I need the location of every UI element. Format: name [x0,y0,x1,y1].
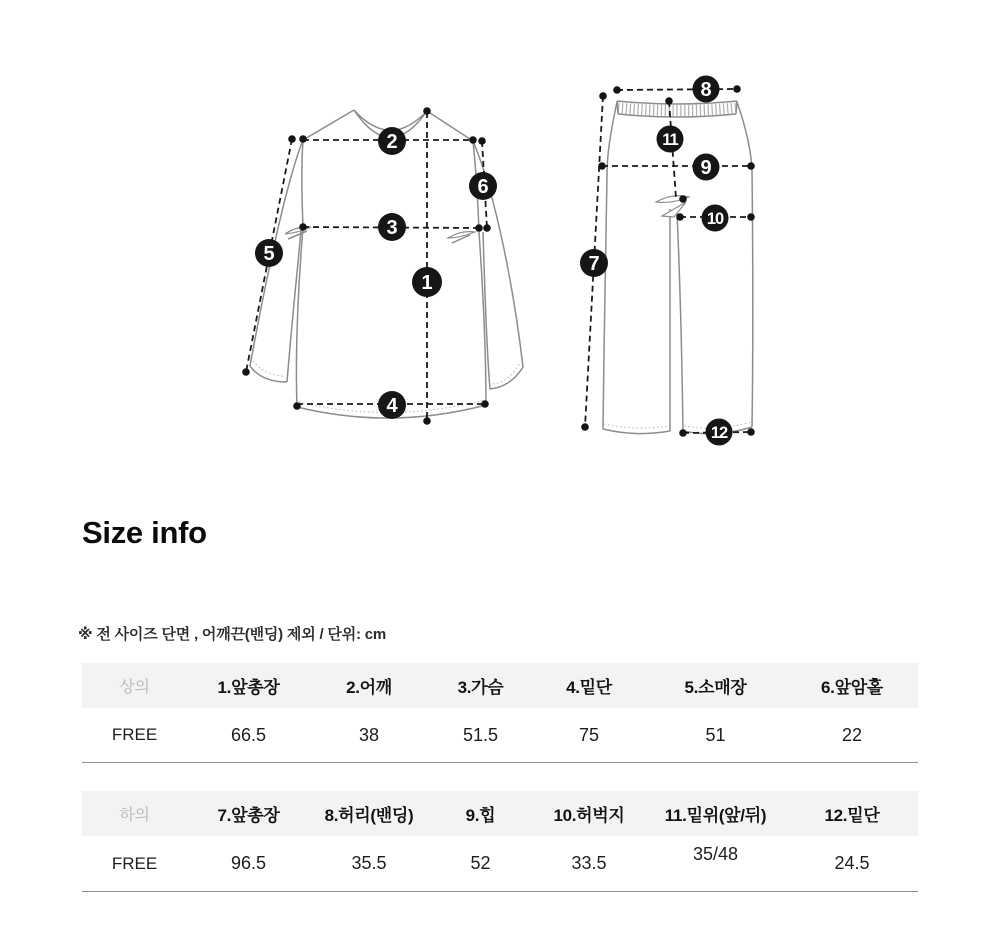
shirt-shoulder-right [427,111,473,141]
shirt-side-left [296,227,303,407]
col-header: 3.가슴 [457,678,504,697]
col-header: 5.소매장 [684,678,747,697]
svg-text:1: 1 [421,272,433,294]
shirt-side-right [479,232,486,405]
cell-value: 75 [578,724,600,745]
pants-hem-left-stitch [604,424,669,428]
shirt-sleeve-left-inner [287,230,301,382]
shirt-dart-left [285,227,311,234]
col-header: 7.앞총장 [217,806,280,825]
col-header: 10.허벅지 [553,806,625,825]
pants-outseam-right [737,102,753,427]
svg-text:5: 5 [263,243,275,265]
top-size-table [82,663,918,763]
measure-badge-8 [693,76,720,103]
cell-value: 51.5 [462,724,499,745]
pants-waistband-hatch [618,108,736,111]
cell-value: 24.5 [834,853,870,873]
svg-text:6: 6 [477,176,489,198]
size-note: ※ 전 사이즈 단면 , 어깨끈(밴딩) 제외 / 단위: cm [78,626,387,643]
shirt-shoulder-left [303,110,354,140]
measure-badge-9 [693,154,720,181]
svg-text:9: 9 [700,157,712,179]
shirt-dart-right [448,232,475,238]
measure-badge-10 [702,205,729,232]
measure-badge-2 [378,127,406,155]
bottom-table-data-row [82,836,918,892]
col-header: 9.힙 [465,806,496,825]
cell-value: 96.5 [230,853,267,873]
pants-waistband-top [617,101,737,104]
cell-value: 66.5 [230,724,267,745]
measure-badge-11 [657,126,684,153]
cell-value: 35/48 [692,844,739,864]
measure-badge-6 [469,172,497,200]
svg-text:2: 2 [386,131,398,153]
shirt-cuff-right-stitch [491,364,519,384]
pants-inseam-right [677,212,683,431]
measure-badge-4 [378,391,406,419]
shirt-cuff-left [250,366,287,382]
cell-value: 51 [705,724,726,745]
measure-badge-3 [378,213,406,241]
svg-text:10: 10 [706,210,724,228]
col-header: 2.어깨 [346,678,392,697]
svg-text:3: 3 [386,217,398,239]
col-header: 4.밑단 [566,678,612,697]
measure-badge-7 [580,249,608,277]
top-table-header-row [82,663,918,708]
svg-text:4: 4 [386,395,398,417]
measure-badge-5 [255,239,283,267]
shirt-armhole-left [302,140,303,227]
cell-value: 52 [470,853,491,873]
measure-badge-1 [412,267,442,297]
measure-badge-12 [706,419,733,446]
top-table-data-row [82,708,918,763]
category-label: 하의 [119,807,150,824]
svg-text:11: 11 [662,131,678,149]
svg-text:12: 12 [710,424,728,442]
shirt-cuff-right [490,367,523,389]
cell-value: 22 [841,724,863,745]
col-header: 11.밑위(앞/뒤) [664,806,767,825]
bottom-size-table [82,791,918,892]
measure-badges [255,76,733,446]
col-header: 8.허리(밴딩) [324,806,414,825]
cell-value: 38 [358,724,380,745]
col-header: 6.앞암홀 [821,678,883,697]
bottom-table-header-row [82,791,918,836]
size-label: FREE [111,725,158,744]
cell-value: 33.5 [571,853,607,873]
col-header: 12.밑단 [824,806,880,825]
category-label: 상의 [119,679,150,696]
pajama-pants-drawing [603,101,753,434]
size-label: FREE [111,853,158,873]
page-title: Size info [82,515,207,550]
col-header: 1.앞총장 [217,678,280,697]
cell-value: 35.5 [351,853,387,873]
pants-hem-left [603,429,670,434]
svg-text:7: 7 [588,253,600,275]
svg-text:8: 8 [700,79,712,101]
